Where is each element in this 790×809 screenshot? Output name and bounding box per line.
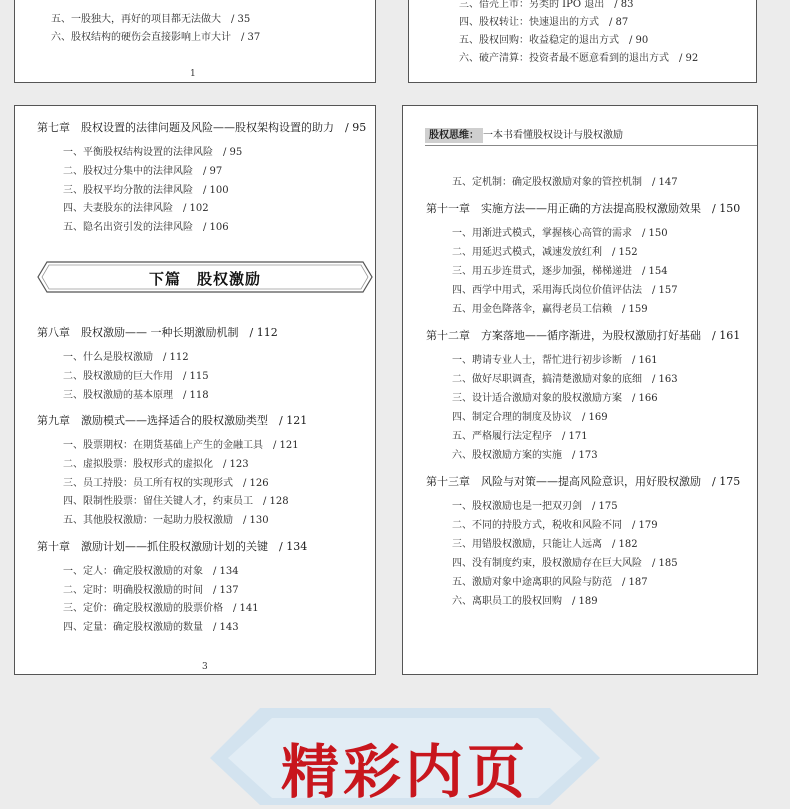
toc-entry: 二、做好尽职调查，搞清楚激励对象的底细 / 163 <box>452 374 678 385</box>
toc-entry: 五、严格履行法定程序 / 171 <box>452 431 588 442</box>
toc-entry: 三、设计适合激励对象的股权激励方案 / 166 <box>452 393 658 404</box>
toc-entry: 一、股权激励也是一把双刃剑 / 175 <box>452 501 618 512</box>
toc-entry: 四、夫妻股东的法律风险 / 102 <box>63 203 209 214</box>
chapter-11-title: 第十一章 实施方法——用正确的方法提高股权激励效果 / 150 <box>426 202 741 215</box>
toc-entry: 三、股权激励的基本原理 / 118 <box>63 390 209 401</box>
toc-entry: 三、定价：确定股权激励的股票价格 / 141 <box>63 603 259 614</box>
toc-entry: 二、不同的持股方式，税收和风险不同 / 179 <box>452 520 658 531</box>
toc-entry: 五、隐名出资引发的法律风险 / 106 <box>63 222 229 233</box>
toc-entry: 一、股票期权：在期货基础上产生的金融工具 / 121 <box>63 440 299 451</box>
page-number: 1 <box>190 69 196 79</box>
toc-entry: 五、一股独大，再好的项目都无法做大 / 35 <box>51 14 251 25</box>
toc-entry: 五、股权回购：收益稳定的退出方式 / 90 <box>459 35 649 46</box>
toc-entry: 三、用错股权激励，只能让人远离 / 182 <box>452 539 638 550</box>
toc-entry: 一、定人：确定股权激励的对象 / 134 <box>63 566 239 577</box>
page-number: 3 <box>202 662 208 672</box>
chapter-13-title: 第十三章 风险与对策——提高风险意识，用好股权激励 / 175 <box>426 475 741 488</box>
toc-entry: 一、平衡股权结构设置的法律风险 / 95 <box>63 147 243 158</box>
toc-page-3 <box>14 105 376 675</box>
page-top-left <box>14 0 376 83</box>
toc-entry: 四、西学中用式，采用海氏岗位价值评估法 / 157 <box>452 285 678 296</box>
running-header-subtitle: 一本书看懂股权设计与股权激励 <box>483 130 623 141</box>
toc-entry: 一、聘请专业人士，帮忙进行初步诊断 / 161 <box>452 355 658 366</box>
chapter-12-title: 第十二章 方案落地——循序渐进，为股权激励打好基础 / 161 <box>426 329 741 342</box>
section-title-text: 下篇 股权激励 <box>148 270 261 288</box>
toc-entry: 六、离职员工的股权回购 / 189 <box>452 596 598 607</box>
toc-entry: 四、限制性股票：留住关键人才，约束员工 / 128 <box>63 496 289 507</box>
toc-entry: 三、借壳上市：另类的 IPO 退出 / 83 <box>459 0 634 10</box>
chapter-9-title: 第九章 激励模式——选择适合的股权激励类型 / 121 <box>37 414 308 427</box>
toc-entry: 二、用延迟式模式，减速发放红利 / 152 <box>452 247 638 258</box>
highlight-banner <box>210 708 600 805</box>
toc-entry: 三、用五步连贯式，逐步加强，梯梯递进 / 154 <box>452 266 668 277</box>
toc-entry: 二、股权过分集中的法律风险 / 97 <box>63 166 223 177</box>
toc-entry: 五、用金色降落伞，赢得老员工信赖 / 159 <box>452 304 648 315</box>
toc-entry: 四、制定合理的制度及协议 / 169 <box>452 412 608 423</box>
toc-entry: 四、定量：确定股权激励的数量 / 143 <box>63 622 239 633</box>
toc-entry: 一、什么是股权激励 / 112 <box>63 352 189 363</box>
toc-entry: 六、破产清算：投资者最不愿意看到的退出方式 / 92 <box>459 53 699 64</box>
chapter-10-title: 第十章 激励计划——抓住股权激励计划的关键 / 134 <box>37 540 308 553</box>
chapter-8-title: 第八章 股权激励—— 一种长期激励机制 / 112 <box>37 326 278 339</box>
toc-page-4 <box>402 105 758 675</box>
section-title <box>37 261 373 293</box>
toc-entry: 五、激励对象中途离职的风险与防范 / 187 <box>452 577 648 588</box>
toc-entry: 二、定时：明确股权激励的时间 / 137 <box>63 585 239 596</box>
toc-entry: 一、用渐进式模式，掌握核心高管的需求 / 150 <box>452 228 668 239</box>
toc-entry: 三、员工持股：员工所有权的实现形式 / 126 <box>63 478 269 489</box>
running-header-tag: 股权思维： <box>425 128 483 143</box>
toc-entry: 四、股权转让：快速退出的方式 / 87 <box>459 17 629 28</box>
banner-text: 精彩内页 <box>280 738 529 806</box>
toc-entry: 六、股权激励方案的实施 / 173 <box>452 450 598 461</box>
toc-entry: 三、股权平均分散的法律风险 / 100 <box>63 185 229 196</box>
toc-entry: 五、定机制：确定股权激励对象的管控机制 / 147 <box>452 177 678 188</box>
toc-entry: 二、虚拟股票：股权形式的虚拟化 / 123 <box>63 459 249 470</box>
toc-entry: 四、没有制度约束，股权激励存在巨大风险 / 185 <box>452 558 678 569</box>
toc-entry: 六、股权结构的硬伤会直接影响上市大计 / 37 <box>51 32 261 43</box>
header-divider <box>425 145 757 146</box>
toc-entry: 二、股权激励的巨大作用 / 115 <box>63 371 209 382</box>
toc-entry: 五、其他股权激励：一起助力股权激励 / 130 <box>63 515 269 526</box>
page-top-right <box>408 0 757 83</box>
chapter-7-title: 第七章 股权设置的法律问题及风险——股权架构设置的助力 / 95 <box>37 121 367 134</box>
